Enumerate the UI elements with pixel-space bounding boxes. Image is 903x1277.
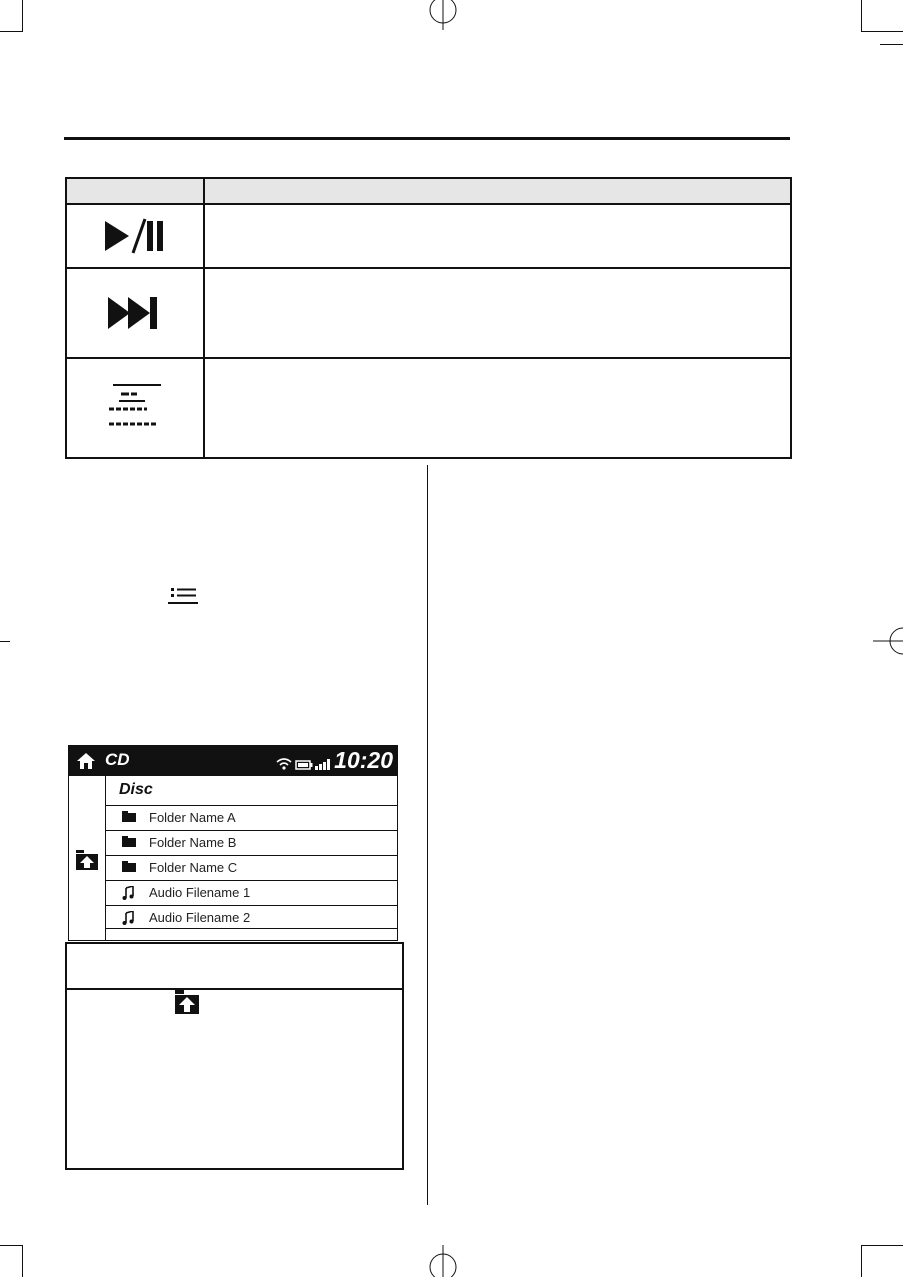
- cd-screen: [68, 745, 398, 941]
- column-divider: [427, 465, 428, 1205]
- crop-mark: [861, 31, 903, 32]
- registration-mark-top: [422, 0, 464, 30]
- source-title: CD: [105, 750, 130, 769]
- note-box: [65, 942, 404, 1170]
- list-item-label: Audio Filename 1: [149, 885, 251, 900]
- list-icon: [109, 382, 161, 434]
- crop-mark: [861, 1245, 903, 1246]
- next-track-icon: [106, 293, 164, 333]
- registration-mark-bottom: [422, 1245, 464, 1277]
- table-row: [67, 269, 203, 357]
- table-header: [67, 179, 790, 205]
- list-item[interactable]: [106, 880, 397, 904]
- folder-icon: [122, 836, 136, 847]
- list-item[interactable]: [106, 855, 397, 879]
- folder-icon: [122, 811, 136, 822]
- side-panel: [69, 776, 106, 940]
- music-note-icon: [122, 911, 134, 925]
- crop-mark: [0, 31, 22, 32]
- list-item[interactable]: [106, 830, 397, 854]
- music-note-icon: [122, 886, 134, 900]
- icon-table: [65, 177, 792, 459]
- list-item-label: Folder Name C: [149, 860, 238, 875]
- table-row: [67, 205, 203, 267]
- battery-icon: [295, 760, 313, 770]
- crop-mark: [861, 0, 862, 32]
- list-item-label: Folder Name A: [149, 810, 236, 825]
- list-item[interactable]: [106, 905, 397, 929]
- list-item[interactable]: [106, 805, 397, 829]
- folder-up-icon[interactable]: [76, 850, 98, 870]
- folder-up-icon: [175, 990, 199, 1014]
- list-item-label: Audio Filename 2: [149, 910, 251, 925]
- list-header: Disc: [119, 781, 153, 798]
- play-pause-icon: [103, 217, 167, 255]
- home-icon[interactable]: [76, 752, 96, 770]
- crop-mark: [22, 1245, 23, 1277]
- folder-icon: [122, 861, 136, 872]
- clock: 10:20: [334, 747, 393, 773]
- note-divider: [67, 988, 402, 990]
- status-bar: [69, 746, 397, 776]
- list-item-label: Folder Name B: [149, 835, 237, 850]
- section-rule: [64, 137, 790, 140]
- table-row: [67, 359, 203, 457]
- crop-mark: [861, 1245, 862, 1277]
- crop-mark: [0, 1245, 22, 1246]
- signal-icon: [315, 758, 331, 770]
- list-icon: [168, 586, 198, 605]
- crop-mark: [22, 0, 23, 32]
- crop-mark: [880, 44, 903, 45]
- column-divider: [203, 179, 205, 457]
- crop-mark: [0, 641, 10, 642]
- registration-mark-right: [873, 620, 903, 662]
- wifi-icon: [276, 758, 292, 770]
